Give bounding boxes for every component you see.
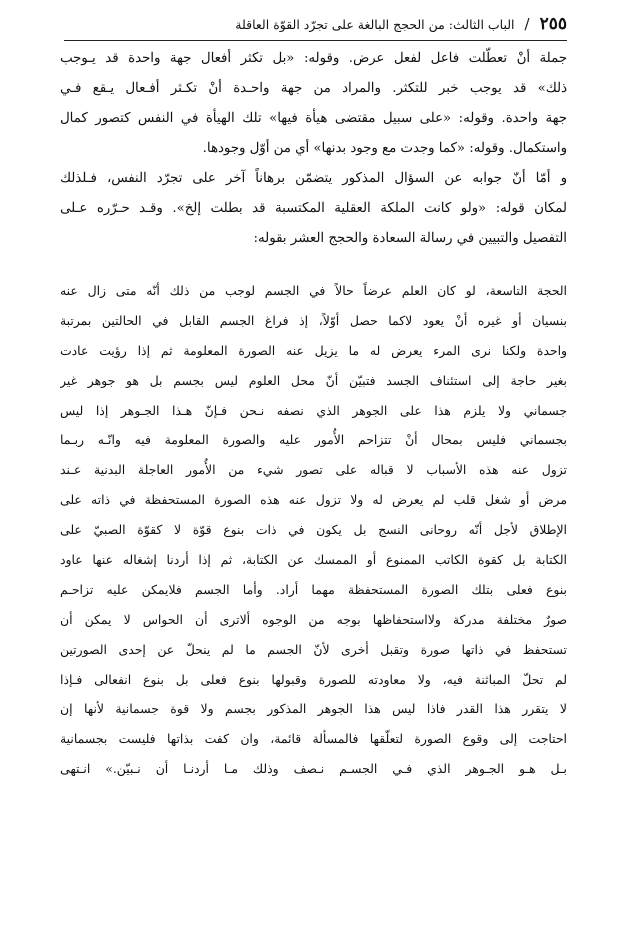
text-line: جهة واحدة. وقوله: «على سبيل مقتضى هيأة فيها» تلك الهيأة في النفس كتصور كمال <box>60 111 567 126</box>
text-line: التفصيل والتبيين في رسالة السعادة والحجج العشر بقوله: <box>253 231 567 246</box>
header-separator: / <box>524 15 530 33</box>
quote-line: لا يتقرر هذا القدر فاذا ليس هذا الجوهر المذكور بجسم ولا قوة جسمانية لأنها إن <box>60 701 567 717</box>
text-line: و أمّا أنّ جوابه عن السؤال المذكور يتضمّن برهاناً آخر على تجرّد النفس، فـلذلك <box>60 171 567 186</box>
quote-line: الكتابة بل كقوة الكاتب الممنوع أو الممسك عن الكتابة، ثم إذا أردنا إشغاله عنها عاود <box>60 552 567 568</box>
quote-line: احتاجت إلى وقوع الصورة لتعلّقها فالمسألة قائمة، وان كفت بذاتها فليست بجسمانية <box>60 731 567 747</box>
commentary-text <box>60 44 567 254</box>
quote-line: بجسماني فليس بمحال أنْ تتزاحم الأُمور عليه والصورة المعلومة فيه وانّـه ربـما <box>60 432 567 448</box>
quote-line: جسماني ولا يلزم هذا على الجوهر الذي نصفه نـحن فـإنّ هـذا الجـوهر إذا ليس <box>60 402 567 418</box>
quote-line: بغير حاجة إلى استئناف الجسد فتبيّن أنّ محل العلوم ليس بجسم بل هو جوهر غير <box>60 372 567 388</box>
text-line: لمكان قوله: «ولو كانت الملكة العقلية المكتسبة قد بطلت إلخ». وقـد حـرّره عـلى <box>60 201 567 216</box>
quote-line: مرض أو شغل قلب لم يعرض له ولا تزول عنه هذه الصورة المستحفظة في ذاته على <box>60 492 567 508</box>
quote-line: بنسيان أو غيره أنْ يعود لاكما حصل أوّلاً، إذ فراغ الجسم القابل في الحالتين بمرتبة <box>60 312 567 328</box>
quoted-passage <box>60 276 567 784</box>
text-line: جملة أنْ تعطّلت فاعل لفعل عرض. وقوله: «بل تكثر أفعال جهة واحدة قد يـوجب <box>60 51 567 66</box>
quote-line: الإطلاق لأجل أنّه روحانى النسج بل يكون في ذات بنوع قوّة لا كقوّة الصبيّ على <box>60 522 567 538</box>
quote-line: بـل هـو الجـوهر الذي فـي الجسـم نـصف وذلك مـا أردنـا أن نـبيّن.» انـتهى <box>60 761 567 777</box>
quote-line: الحجة التاسعة، لو كان العلم عرضاً حالاً في الجسم لوجب من ذلك أنّه متى زال عنه <box>60 283 567 298</box>
running-header <box>64 10 567 38</box>
text-line: واستكمال. وقوله: «كما وجدت مع وجود بدنها» أي من أوّل وجودها. <box>202 141 567 156</box>
quote-line: صورٌ مختلفة مدركة ولااستحفاظها بوجه من الوجوه ألاترى أن الحواس لا يمكن أن <box>60 611 567 627</box>
quote-line: بنوع فعلى بتلك الصورة المستحفظة مهما أراد. وأما الجسم فلايمكن عليه تزاحـم <box>60 581 567 597</box>
text-line: ذلك» قد يوجب خبر للتكثر. والمراد من جهة واحـدة أنْ تكـثر أفـعال يـقع فـي <box>60 81 567 96</box>
quote-line: واحدة ولكنا نرى المرء يعرض له ما يزيل عنه الصورة المعلومة ثم إذا رؤيت عادت <box>60 342 567 358</box>
chapter-title: الباب الثالث: من الحجج البالغة على تجرّد القوّة العاقلة <box>235 16 515 32</box>
quote-line: تستحفظ في ذاتها صورة وتقبل أخرى لأنّ الجسم ما لم ينحلّ عن إحدى الصورتين <box>60 641 567 657</box>
quote-line: تزول عنه هذه الأسباب لا قباله على تصور شيء من الأُمور العاجلة البدنية عـند <box>60 462 567 478</box>
page-number: ٢٥٥ <box>539 14 567 34</box>
header-rule <box>64 40 567 41</box>
quote-line: لم تحلّ المباثنة فيه، ولا معاودته للصورة وقبولها بنوع فعلى بل بنوع انفعالى فـإذا <box>60 671 567 687</box>
